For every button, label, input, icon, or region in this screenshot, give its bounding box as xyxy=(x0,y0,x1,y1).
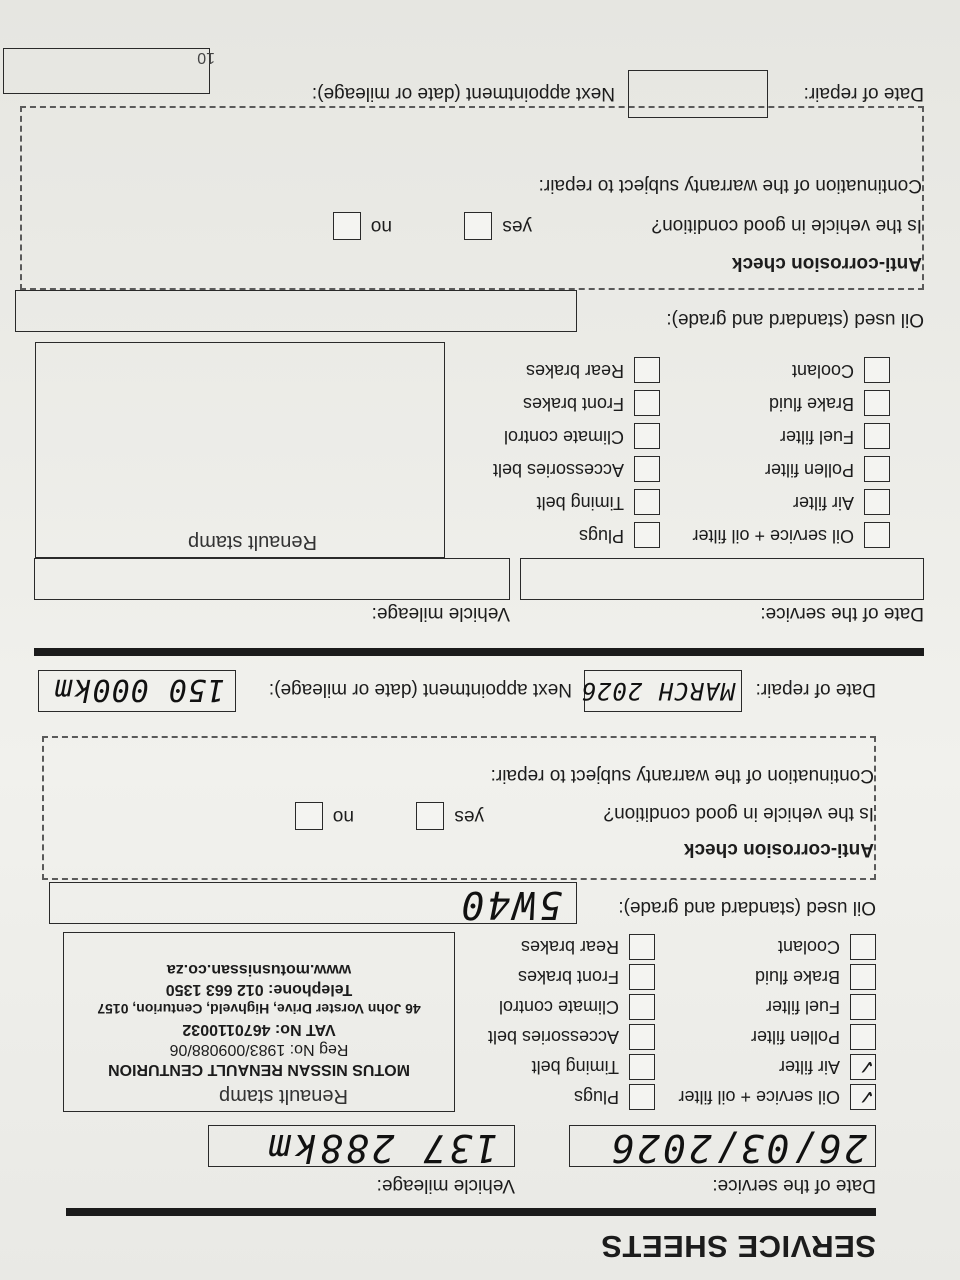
checkbox-plugs-2[interactable] xyxy=(634,523,660,549)
no-label: no xyxy=(332,806,354,827)
next-appointment-field-2[interactable] xyxy=(3,48,210,94)
checklist-item xyxy=(450,453,660,486)
oil-used-label: Oil used (standard and grade): xyxy=(618,897,876,918)
section-divider xyxy=(34,648,924,656)
yes-checkbox-2[interactable] xyxy=(464,212,492,240)
no-label-2: no xyxy=(370,216,392,237)
checklist-right-1 xyxy=(455,932,655,1112)
anti-corrosion-title-2: Anti-corrosion check xyxy=(731,253,922,274)
date-of-repair-field-2[interactable] xyxy=(628,70,768,118)
next-appointment-label: Next appointment (date or mileage): xyxy=(268,679,572,700)
checkbox-pollen-filter-2[interactable] xyxy=(864,457,890,483)
date-of-service-field[interactable] xyxy=(569,1125,876,1170)
warranty-label: Continuation of the warranty subject to repair: xyxy=(490,765,874,786)
checklist-item xyxy=(450,420,660,453)
date-of-service-value: 26/03/2026 xyxy=(608,1126,867,1170)
checklist-item xyxy=(450,354,660,387)
vehicle-mileage-value: 137 288km xyxy=(265,1126,498,1170)
oil-used-field[interactable] xyxy=(49,882,577,927)
yes-label-2: yes xyxy=(502,216,532,237)
checkbox-timing-belt[interactable] xyxy=(629,1054,655,1080)
checkbox-front-brakes-2[interactable] xyxy=(634,391,660,417)
checkbox-rear-brakes-2[interactable] xyxy=(634,358,660,384)
good-condition-label: Is the vehicle in good condition? xyxy=(603,803,874,824)
checklist-label: Oil service + oil filter xyxy=(692,526,854,546)
yes-label: yes xyxy=(454,806,484,827)
checkbox-oil-service-2[interactable] xyxy=(864,523,890,549)
checklist-item xyxy=(450,486,660,519)
checkbox-accessories-belt-2[interactable] xyxy=(634,457,660,483)
checkbox-climate-control-2[interactable] xyxy=(634,424,660,450)
checklist-label: Plugs xyxy=(573,1087,619,1108)
checklist-label: Accessories belt xyxy=(487,1027,619,1048)
checklist-item xyxy=(450,519,660,552)
checkbox-air-filter-2[interactable] xyxy=(864,490,890,516)
warranty-label-2: Continuation of the warranty subject to repair: xyxy=(538,175,922,196)
checkmark-icon: ✓ xyxy=(858,1055,875,1077)
renault-stamp-label: Renault stamp xyxy=(219,1085,348,1107)
checklist-label: Accessories belt xyxy=(492,460,624,480)
next-appointment-field[interactable] xyxy=(38,670,236,712)
checklist-item xyxy=(646,1082,876,1112)
anti-corrosion-section-2 xyxy=(20,106,924,290)
checklist-label: Climate control xyxy=(503,427,624,447)
checklist-item xyxy=(660,387,890,420)
stamp-address: 46 John Vorster Drive, Highveld, Centurion, 0157 xyxy=(97,1001,421,1017)
title-rule xyxy=(66,1208,876,1216)
date-of-repair-label: Date of repair: xyxy=(755,679,876,700)
checklist-left-2 xyxy=(660,354,890,552)
no-checkbox-2[interactable] xyxy=(333,212,361,240)
checklist-label: Timing belt xyxy=(536,493,624,513)
vehicle-mileage-label: Vehicle mileage: xyxy=(376,1175,515,1196)
checklist-item xyxy=(455,992,655,1022)
date-of-service-label-2: Date of the service: xyxy=(760,603,924,624)
checklist-label: Plugs xyxy=(578,526,624,546)
checklist-item xyxy=(660,519,890,552)
renault-stamp-box xyxy=(63,932,455,1112)
page-number: 10 xyxy=(197,49,215,66)
checkbox-air-filter[interactable] xyxy=(850,1054,876,1080)
checklist-item xyxy=(660,420,890,453)
checklist-label: Pollen filter xyxy=(750,1027,840,1048)
stamp-dealer-name: MOTUS NISSAN RENAULT CENTURION xyxy=(108,1061,410,1078)
checkbox-fuel-filter[interactable] xyxy=(850,994,876,1020)
checkbox-oil-service[interactable] xyxy=(850,1084,876,1110)
checklist-label: Air filter xyxy=(792,493,854,513)
checklist-label: Coolant xyxy=(791,361,854,381)
checklist-label: Timing belt xyxy=(531,1057,619,1078)
checklist-item xyxy=(455,1052,655,1082)
checklist-item xyxy=(450,387,660,420)
checklist-label: Fuel filter xyxy=(779,427,854,447)
checklist-item xyxy=(646,932,876,962)
checklist-label: Rear brakes xyxy=(520,937,619,958)
date-of-repair-label-2: Date of repair: xyxy=(803,83,924,104)
checkbox-pollen-filter[interactable] xyxy=(850,1024,876,1050)
renault-stamp-label-2: Renault stamp xyxy=(188,531,317,553)
checklist-right-2 xyxy=(450,354,660,552)
checkmark-icon: ✓ xyxy=(858,1085,875,1107)
checklist-item xyxy=(646,1022,876,1052)
date-of-service-field-2[interactable] xyxy=(520,558,924,600)
vehicle-mileage-label-2: Vehicle mileage: xyxy=(371,603,510,624)
checklist-item xyxy=(660,486,890,519)
checkbox-accessories-belt[interactable] xyxy=(629,1024,655,1050)
no-option-2 xyxy=(333,212,392,240)
anti-corrosion-section xyxy=(42,736,876,880)
checkbox-timing-belt-2[interactable] xyxy=(634,490,660,516)
stamp-website: www.motusnissan.co.za xyxy=(166,961,352,978)
no-option xyxy=(295,802,354,830)
checkbox-brake-fluid[interactable] xyxy=(850,964,876,990)
checkbox-plugs[interactable] xyxy=(629,1084,655,1110)
checklist-label: Rear brakes xyxy=(525,361,624,381)
checkbox-brake-fluid-2[interactable] xyxy=(864,391,890,417)
checkbox-coolant[interactable] xyxy=(850,934,876,960)
checklist-item xyxy=(660,453,890,486)
vehicle-mileage-field-2[interactable] xyxy=(34,558,510,600)
yes-option xyxy=(416,802,484,830)
checkbox-climate-control[interactable] xyxy=(629,994,655,1020)
date-of-repair-field[interactable] xyxy=(580,670,742,712)
checklist-item xyxy=(455,1022,655,1052)
checklist-item xyxy=(646,992,876,1022)
checkbox-front-brakes[interactable] xyxy=(629,964,655,990)
checklist-item xyxy=(646,1052,876,1082)
next-appointment-label-2: Next appointment (date or mileage): xyxy=(311,83,615,104)
checklist-item xyxy=(646,962,876,992)
page-title: SERVICE SHEETS xyxy=(600,1229,876,1264)
stamp-reg-no: Reg No: 1983/009088/06 xyxy=(169,1041,349,1058)
checkbox-fuel-filter-2[interactable] xyxy=(864,424,890,450)
checklist-label: Air filter xyxy=(778,1057,840,1078)
renault-stamp-box-2 xyxy=(35,342,445,558)
checklist-left-1 xyxy=(646,932,876,1112)
anti-corrosion-title: Anti-corrosion check xyxy=(683,839,874,860)
yes-option-2 xyxy=(464,212,532,240)
oil-used-field-2[interactable] xyxy=(15,290,577,332)
checklist-label: Climate control xyxy=(498,997,619,1018)
checklist-item xyxy=(455,932,655,962)
yes-checkbox[interactable] xyxy=(416,802,444,830)
checklist-item xyxy=(455,962,655,992)
checklist-label: Brake fluid xyxy=(754,967,840,988)
checklist-label: Fuel filter xyxy=(765,997,840,1018)
next-appointment-value: 150 000km xyxy=(53,672,225,707)
stamp-vat-no: VAT No: 4670110032 xyxy=(182,1021,336,1038)
dealer-stamp xyxy=(64,959,454,1079)
date-of-service-label: Date of the service: xyxy=(712,1175,876,1196)
checklist-item xyxy=(455,1082,655,1112)
checkbox-coolant-2[interactable] xyxy=(864,358,890,384)
checklist-label: Pollen filter xyxy=(764,460,854,480)
stamp-telephone: Telephone: 012 663 1350 xyxy=(165,981,353,998)
checklist-label: Brake fluid xyxy=(768,394,854,414)
good-condition-label-2: Is the vehicle in good condition? xyxy=(651,215,922,236)
checklist-label: Front brakes xyxy=(522,394,624,414)
oil-used-label-2: Oil used (standard and grade): xyxy=(666,309,924,330)
date-of-repair-value: MARCH 2026 xyxy=(580,677,735,705)
no-checkbox[interactable] xyxy=(295,802,323,830)
checklist-label: Oil service + oil filter xyxy=(678,1087,840,1108)
checklist-label: Front brakes xyxy=(517,967,619,988)
checklist-label: Coolant xyxy=(777,937,840,958)
oil-used-value: 5W40 xyxy=(458,883,562,927)
checkbox-rear-brakes[interactable] xyxy=(629,934,655,960)
checklist-item xyxy=(660,354,890,387)
vehicle-mileage-field[interactable] xyxy=(208,1125,515,1170)
